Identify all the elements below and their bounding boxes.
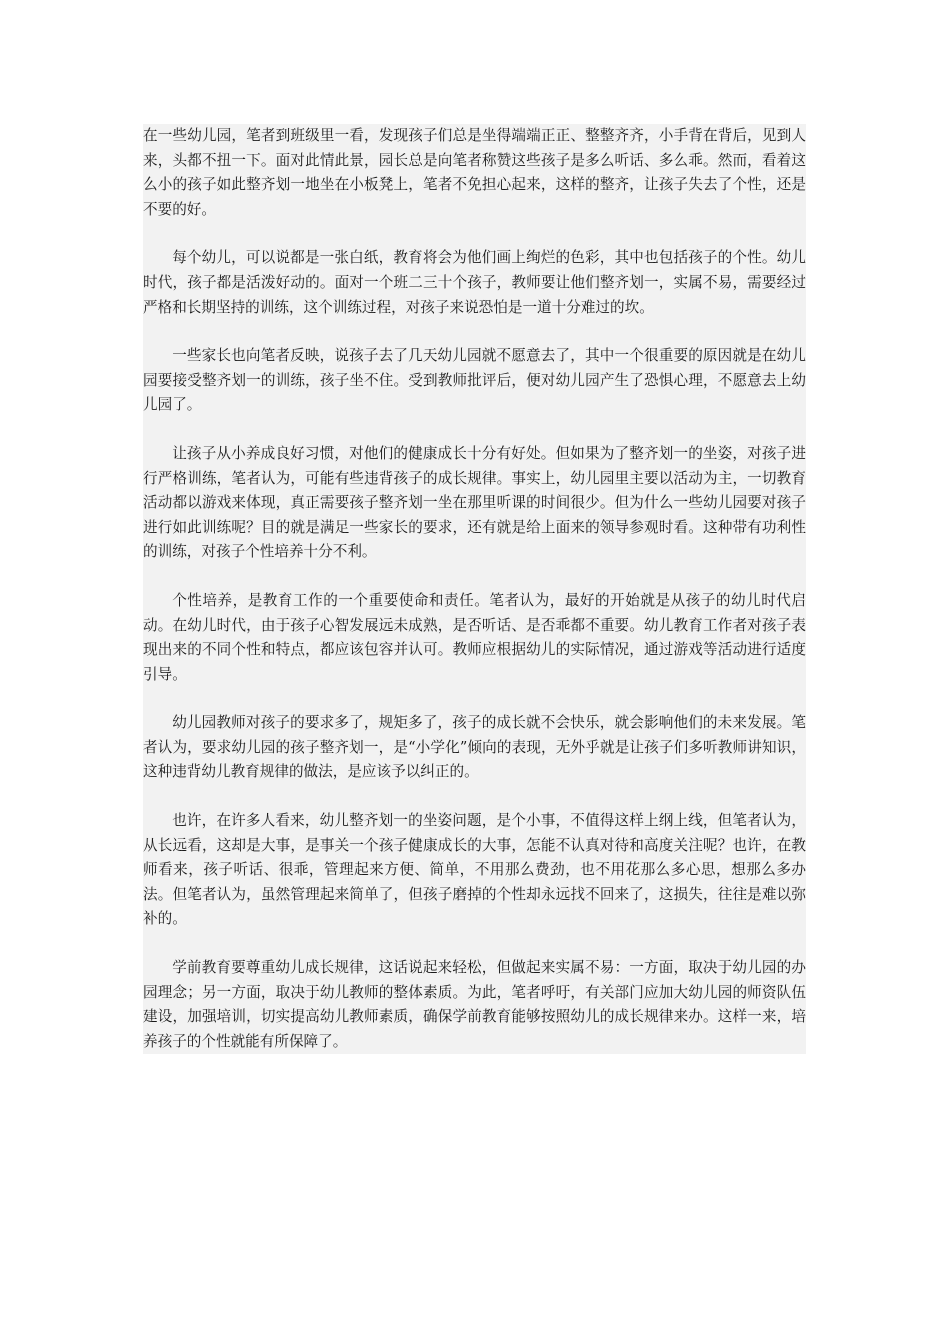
paragraph-5: 个性培养，是教育工作的一个重要使命和责任。笔者认为，最好的开始就是从孩子的幼儿时代启动。在幼儿时代，由于孩子心智发展远未成熟，是否听话、是否乖都不重要。幼儿教育工作者对孩子表现出来的不同个性和特点，都应该包容并认可。教师应根据幼儿的实际情况，通过游戏等活动进行适度引导。 bbox=[143, 591, 806, 683]
paragraph-gap bbox=[143, 565, 806, 589]
paragraph-2: 每个幼儿，可以说都是一张白纸，教育将会为他们画上绚烂的色彩，其中也包括孩子的个性。幼儿时代，孩子都是活泼好动的。面对一个班二三十个孩子，教师要让他们整齐划一，实属不易，需要经过严格和长期坚持的训练，这个训练过程，对孩子来说恐怕是一道十分难过的坎。 bbox=[143, 249, 806, 316]
paragraph-gap bbox=[143, 418, 806, 442]
paragraph-8: 学前教育要尊重幼儿成长规律，这话说起来轻松，但做起来实属不易：一方面，取决于幼儿园的办园理念；另一方面，取决于幼儿教师的整体素质。为此，笔者呼吁，有关部门应加大幼儿园的师资队伍建设，加强培训，切实提高幼儿教师素质，确保学前教育能够按照幼儿的成长规律来办。这样一来，培养孩子的个性就能有所保障了。 bbox=[143, 959, 806, 1050]
paragraph-6: 幼儿园教师对孩子的要求多了，规矩多了，孩子的成长就不会快乐，就会影响他们的未来发展。笔者认为，要求幼儿园的孩子整齐划一，是“小学化”倾向的表现，无外乎就是让孩子们多听教师讲知识，这种违背幼儿教育规律的做法，是应该予以纠正的。 bbox=[143, 714, 806, 781]
paragraph-gap bbox=[143, 320, 806, 344]
paragraph-4: 让孩子从小养成良好习惯，对他们的健康成长十分有好处。但如果为了整齐划一的坐姿，对孩子进行严格训练，笔者认为，可能有些违背孩子的成长规律。事实上，幼儿园里主要以活动为主，一切教育活动都以游戏来体现，真正需要孩子整齐划一坐在那里听课的时间很少。但为什么一些幼儿园要对孩子进行如此训练呢？目的就是满足一些家长的要求，还有就是给上面来的领导参观时看。这种带有功利性的训练，对孩子个性培养十分不利。 bbox=[143, 444, 806, 561]
article-body bbox=[143, 124, 806, 1054]
paragraph-7: 也许，在许多人看来，幼儿整齐划一的坐姿问题，是个小事，不值得这样上纲上线，但笔者认为，从长远看，这却是大事，是事关一个孩子健康成长的大事，怎能不认真对待和高度关注呢？也许，在教师看来，孩子听话、很乖，管理起来方便、简单，不用那么费劲，也不用花那么多心思，想那么多办法。但笔者认为，虽然管理起来简单了，但孩子磨掉的个性却永远找不回来了，这损失，往往是难以弥补的。 bbox=[143, 812, 806, 928]
paragraph-gap bbox=[143, 932, 806, 956]
paragraph-gap bbox=[143, 222, 806, 246]
paragraph-gap bbox=[143, 785, 806, 809]
paragraph-3: 一些家长也向笔者反映，说孩子去了几天幼儿园就不愿意去了，其中一个很重要的原因就是在幼儿园要接受整齐划一的训练，孩子坐不住。受到教师批评后，便对幼儿园产生了恐惧心理，不愿意去上幼儿园了。 bbox=[143, 347, 806, 414]
paragraph-gap bbox=[143, 687, 806, 711]
paragraph-1: 在一些幼儿园，笔者到班级里一看，发现孩子们总是坐得端端正正、整整齐齐，小手背在背后，见到人来，头都不扭一下。面对此情此景，园长总是向笔者称赞这些孩子是多么听话、多么乖。然而，看着这么小的孩子如此整齐划一地坐在小板凳上，笔者不免担心起来，这样的整齐，让孩子失去了个性，还是不要的好。 bbox=[143, 127, 806, 218]
